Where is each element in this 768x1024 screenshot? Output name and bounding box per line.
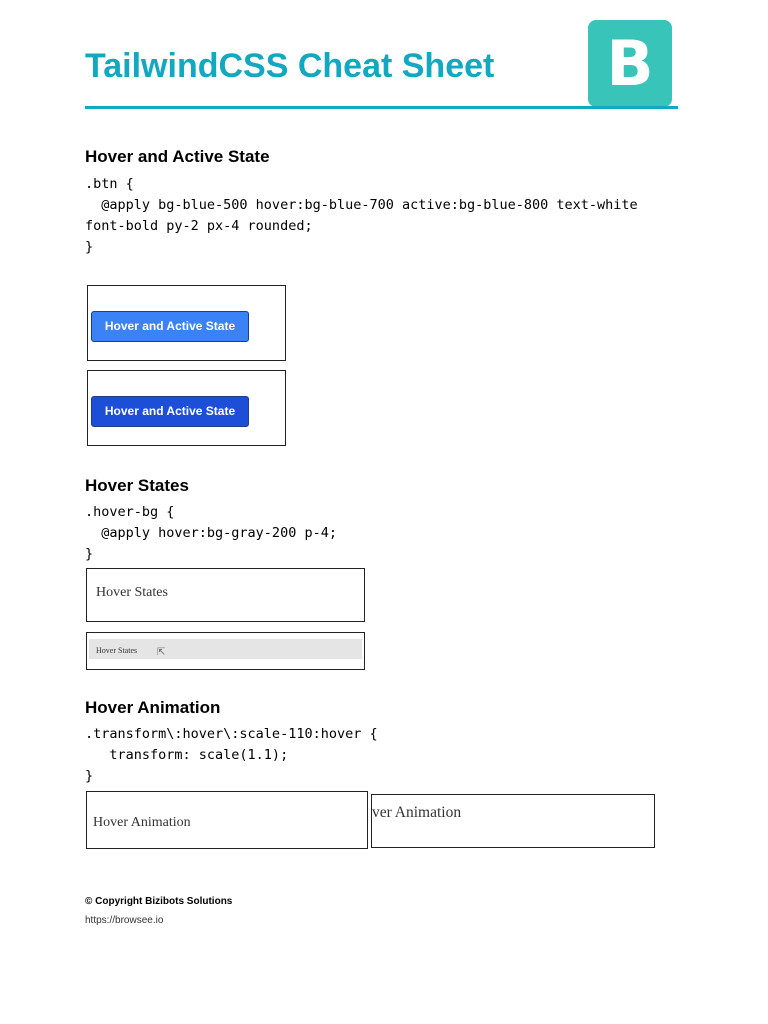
demo-frame-hover-states-hovered: [86, 632, 365, 670]
code-block-hover-active: .btn { @apply bg-blue-500 hover:bg-blue-700 active:bg-blue-800 text-white font-bold py-2 px-4 rounded; }: [85, 176, 638, 255]
bizibots-logo: B: [588, 20, 672, 107]
demo-frame-animation: [86, 791, 368, 849]
cursor-icon: ⇱: [157, 647, 166, 658]
demo-frame-hover: [87, 370, 286, 446]
demo-frame-normal: [87, 285, 286, 361]
section-heading-hover-active: Hover and Active State: [85, 147, 270, 166]
hover-states-demo-text-small[interactable]: Hover States: [96, 646, 138, 655]
code-block-hover-states: .hover-bg { @apply hover:bg-gray-200 p-4; }: [85, 504, 337, 562]
section-heading-hover-animation: Hover Animation: [85, 698, 221, 717]
demo-button-normal[interactable]: Hover and Active State: [91, 311, 249, 342]
demo-button-hover[interactable]: Hover and Active State: [91, 396, 249, 427]
title-divider: [85, 106, 678, 109]
hover-animation-demo-text[interactable]: Hover Animation: [93, 815, 191, 830]
demo-frame-hover-states: [86, 568, 365, 622]
footer-copyright: © Copyright Bizibots Solutions: [85, 896, 233, 907]
footer-link[interactable]: https://browsee.io: [85, 915, 164, 926]
hover-states-demo-text[interactable]: Hover States: [96, 585, 168, 600]
demo-frame-animation-scaled: [371, 794, 655, 848]
hover-animation-demo-text-scaled[interactable]: ver Animation: [372, 804, 462, 821]
page-title: TailwindCSS Cheat Sheet: [85, 47, 495, 85]
code-block-hover-animation: .transform\:hover\:scale-110:hover { transform: scale(1.1); }: [85, 726, 378, 784]
section-heading-hover-states: Hover States: [85, 476, 189, 495]
